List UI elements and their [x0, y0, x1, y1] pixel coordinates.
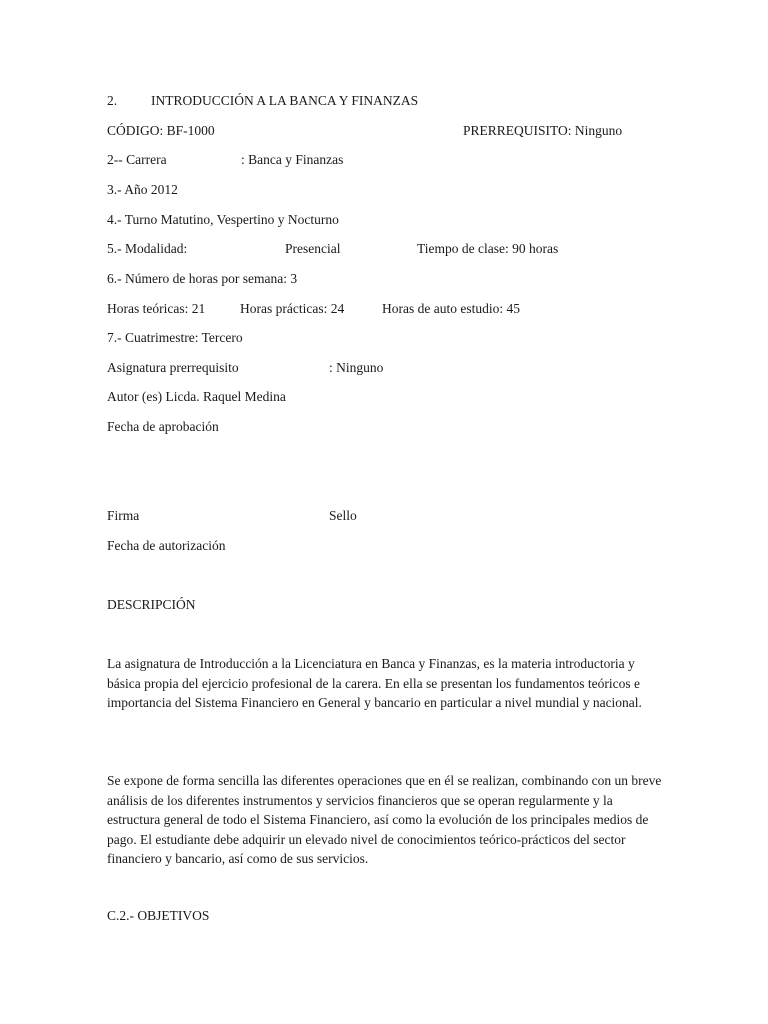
course-title: INTRODUCCIÓN A LA BANCA Y FINANZAS [151, 93, 419, 108]
autor-field: Autor (es) Licda. Raquel Medina [107, 389, 286, 404]
horas-semana: 6.- Número de horas por semana: 3 [107, 271, 298, 286]
objectives-heading: C.2.- OBJETIVOS [107, 908, 210, 923]
modalidad-value: Presencial [285, 241, 341, 256]
description-paragraph-2: Se expone de forma sencilla las diferentes operaciones que en él se realizan, combinando con un breve análisis de los diferentes instrumentos y servicios financieros que se operan regularmente y la estructura general de todo el Sistema Financiero, así como la evolución de los principales medios de pago. El estudiante debe adquirir un elevado nivel de conocimientos teórico-prácticos del sector financiero y bancario, así como de sus servicios. [107, 773, 662, 866]
cuatrimestre-field: 7.- Cuatrimestre: Tercero [107, 330, 243, 345]
horas-auto-estudio: Horas de auto estudio: 45 [382, 301, 520, 316]
course-number: 2. [107, 93, 118, 108]
description-heading: DESCRIPCIÓN [107, 597, 196, 612]
sello-label: Sello [329, 508, 357, 523]
anio-field: 3.- Año 2012 [107, 182, 178, 197]
asignatura-value: : Ninguno [329, 360, 384, 375]
description-paragraph-1: La asignatura de Introducción a la Licenciatura en Banca y Finanzas, es la materia introductoria y básica propia del ejercicio profesional de la carera. En ella se presentan los fundamentos teóricos e importancia del Sistema Financiero en General y bancario en particular a nivel mundial y nacional. [107, 656, 642, 710]
course-prerequisite: PRERREQUISITO: Ninguno [463, 123, 623, 138]
fecha-autorizacion: Fecha de autorización [107, 538, 226, 553]
tiempo-clase: Tiempo de clase: 90 horas [417, 241, 559, 256]
asignatura-label: Asignatura prerrequisito [107, 360, 239, 375]
turno-field: 4.- Turno Matutino, Vespertino y Nocturno [107, 212, 339, 227]
horas-practicas: Horas prácticas: 24 [240, 301, 345, 316]
firma-label: Firma [107, 508, 140, 523]
modalidad-label: 5.- Modalidad: [107, 241, 188, 256]
carrera-label: 2-- Carrera [107, 152, 167, 167]
horas-teoricas: Horas teóricas: 21 [107, 301, 206, 316]
course-code: CÓDIGO: BF-1000 [107, 123, 215, 138]
carrera-value: : Banca y Finanzas [241, 152, 344, 167]
fecha-aprobacion: Fecha de aprobación [107, 419, 219, 434]
